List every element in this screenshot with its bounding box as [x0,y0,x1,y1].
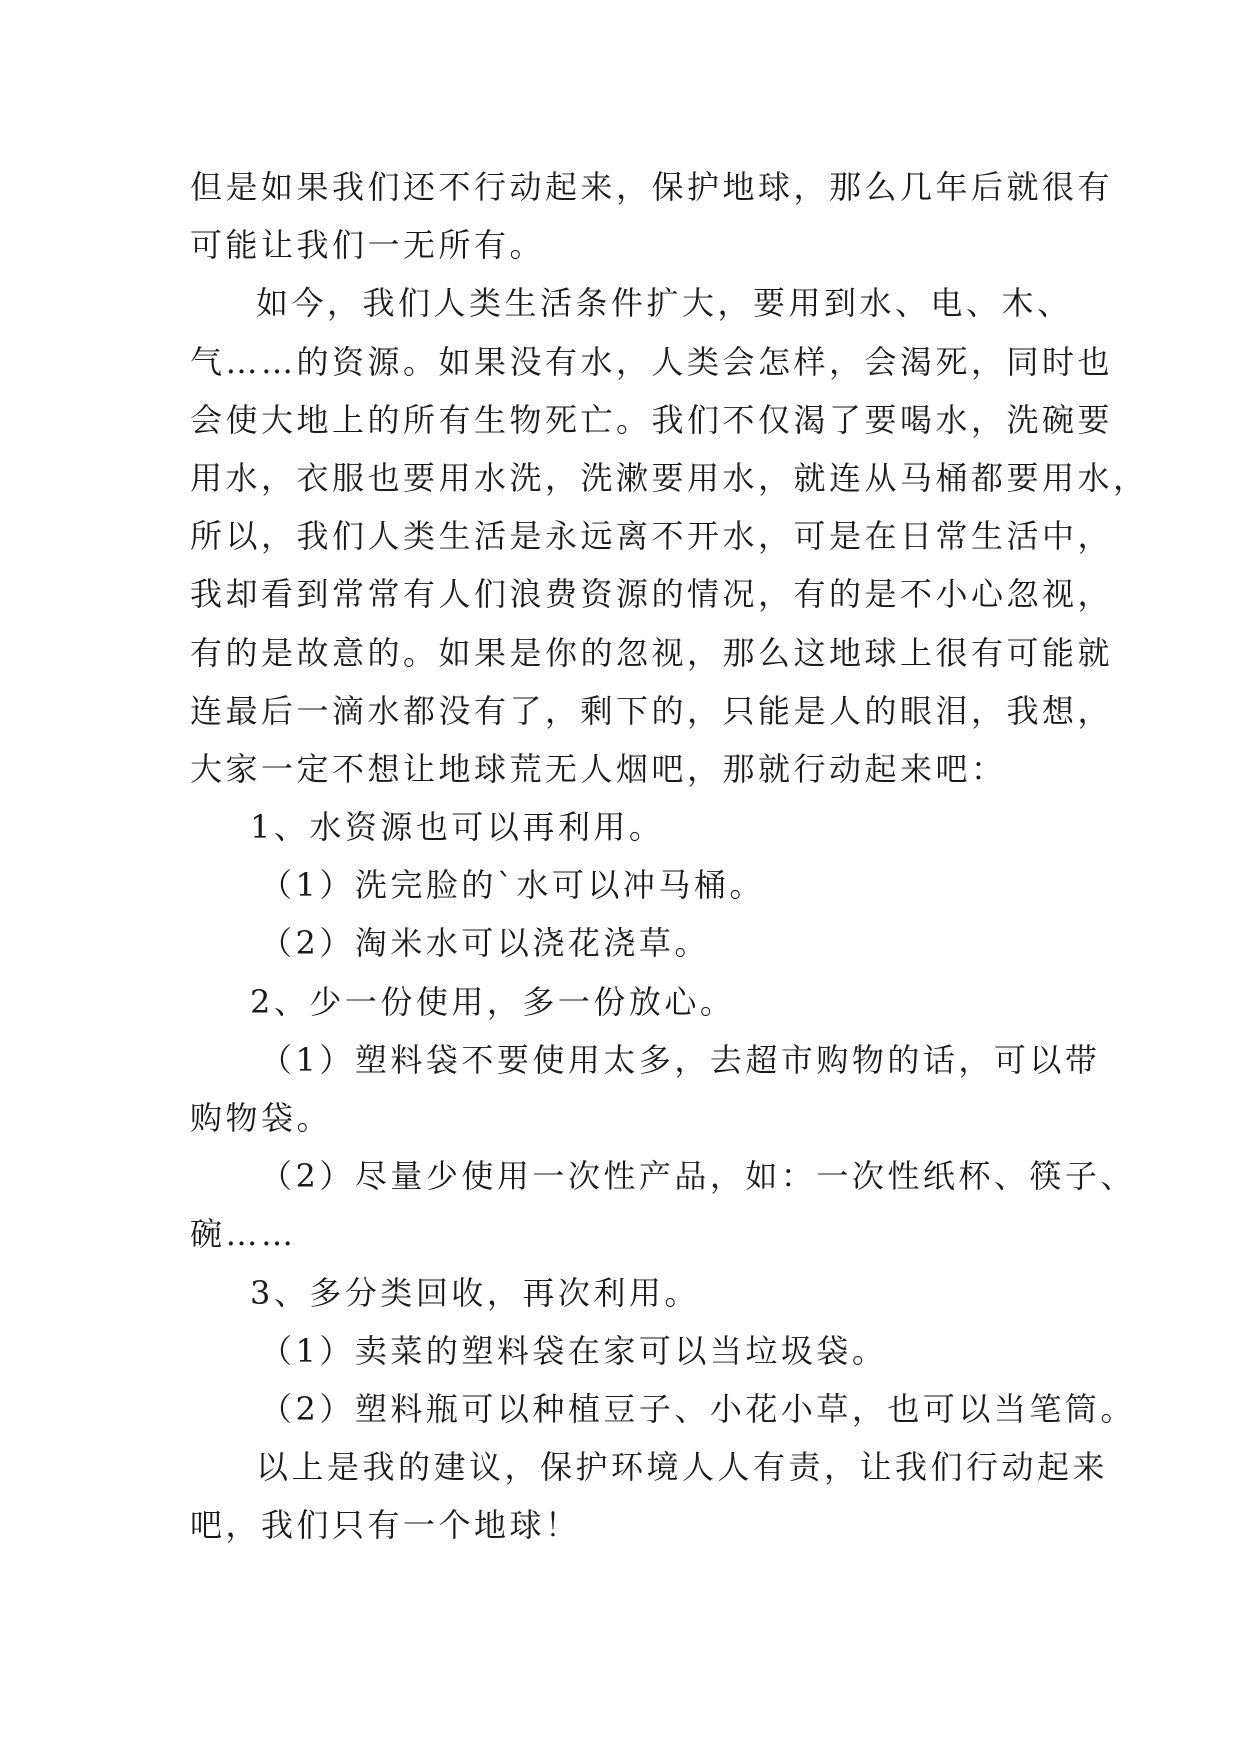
text-line: 连最后一滴水都没有了，剩下的，只能是人的眼泪，我想， [190,691,1114,730]
text-line: 我却看到常常有人们浪费资源的情况，有的是不小心忽视， [190,575,1114,614]
list-subitem: （1）洗完脸的`水可以冲马桶。 [260,866,765,905]
list-item-heading: 1、水资源也可以再利用。 [250,808,665,847]
text-line: 大家一定不想让地球荒无人烟吧，那就行动起来吧： [190,749,1007,788]
text-line: 气……的资源。如果没有水，人类会怎样，会渴死，同时也 [190,342,1114,381]
list-subitem: （1）塑料袋不要使用太多，去超市购物的话，可以带 [260,1040,1101,1079]
list-subitem: （2）淘米水可以浇花浇草。 [260,924,710,963]
list-subitem: （1）卖菜的塑料袋在家可以当垃圾袋。 [260,1331,888,1370]
text-line: 会使大地上的所有生物死亡。我们不仅渴了要喝水，洗碗要 [190,400,1114,439]
text-line: 所以，我们人类生活是永远离不开水，可是在日常生活中， [190,517,1114,556]
list-subitem: （2）塑料瓶可以种植豆子、小花小草，也可以当笔筒。 [260,1389,1136,1428]
text-line: 购物袋。 [190,1099,333,1137]
text-line: 碗…… [190,1215,297,1254]
paragraph-first-line: 如今，我们人类生活条件扩大，要用到水、电、木、 [256,284,1073,323]
text-line: 可能让我们一无所有。 [190,226,546,265]
list-subitem: （2）尽量少使用一次性产品，如：一次性纸杯、筷子、 [260,1157,1136,1196]
text-line: 吧，我们只有一个地球！ [190,1506,581,1545]
list-item-heading: 3、多分类回收，再次利用。 [250,1273,700,1312]
paragraph-first-line: 以上是我的建议，保护环境人人有责，让我们行动起来 [256,1448,1109,1487]
list-item-heading: 2、少一份使用，多一份放心。 [250,982,736,1021]
text-line: 有的是故意的。如果是你的忽视，那么这地球上很有可能就 [190,633,1114,672]
text-line: 但是如果我们还不行动起来，保护地球，那么几年后就很有 [190,168,1114,206]
text-line: 用水，衣服也要用水洗，洗漱要用水，就连从马桶都要用水， [190,458,1149,497]
document-body [190,158,1149,1555]
